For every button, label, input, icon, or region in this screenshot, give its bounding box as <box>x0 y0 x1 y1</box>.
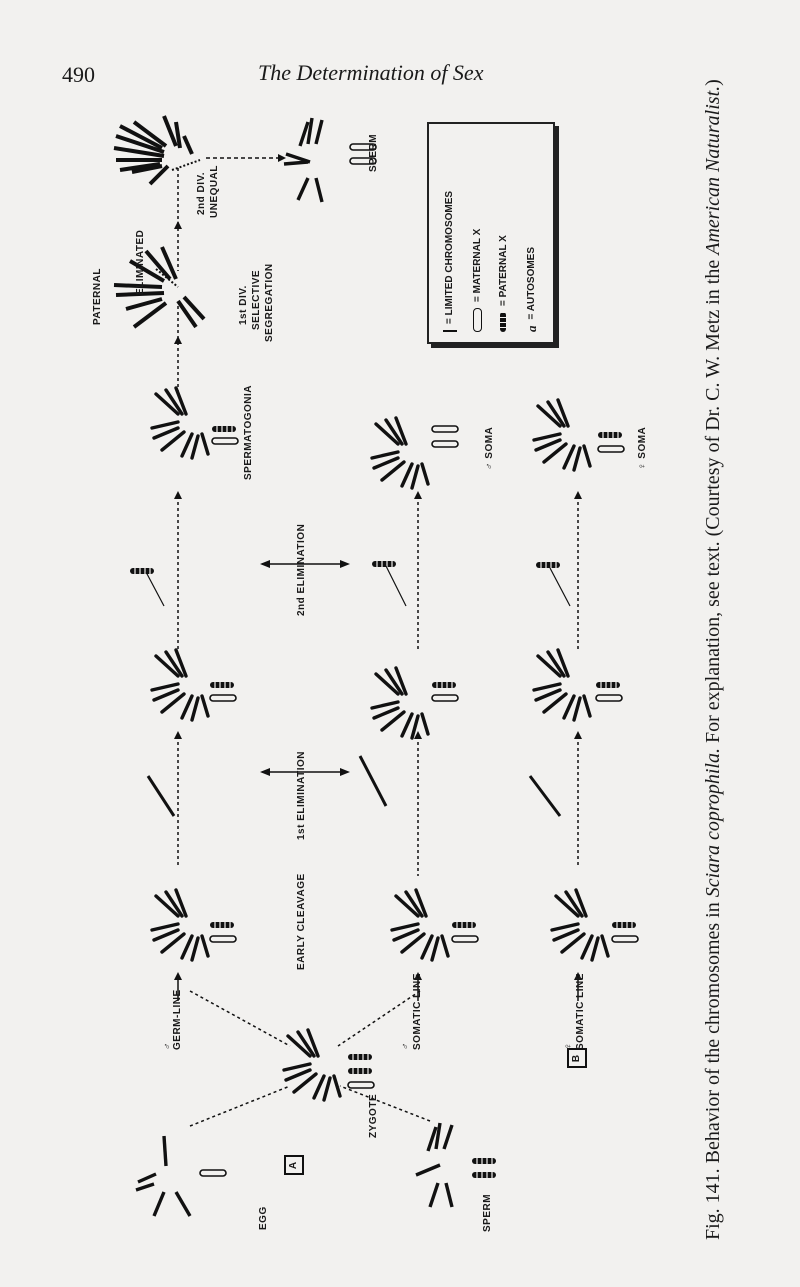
caption-journal: American Naturalist. <box>702 85 724 255</box>
label-unequal: UNEQUAL <box>209 165 220 218</box>
label-male-soma: ♂ SOMA <box>484 426 495 470</box>
cleavage-cell-germ <box>152 890 208 960</box>
label-spermatogonia: SPERMATOGONIA <box>243 384 254 480</box>
label-female-sign-somatic: ♀ <box>563 1042 574 1050</box>
label-somatic-line-male: SOMATIC LINE <box>412 973 423 1050</box>
zygote-cell <box>284 1030 340 1100</box>
male-somatic-cell-mid <box>372 668 428 738</box>
label-sperm-bottom: SPERM <box>482 1193 493 1232</box>
label-selective: SELECTIVE <box>251 269 262 330</box>
sperm-cell-bottom <box>416 1123 452 1207</box>
panel-label-a: A <box>284 1155 304 1175</box>
cleavage-cell-female <box>552 890 608 960</box>
cleavage-cell-male <box>392 890 448 960</box>
label-male-sign-somatic: ♂ <box>400 1042 411 1050</box>
panel-label-b: B <box>567 1048 587 1068</box>
caption-suffix: ) <box>702 79 724 86</box>
running-head: The Determination of Sex <box>258 60 484 85</box>
legend-row-paternal <box>498 134 509 332</box>
label-zygote: ZYGOTE <box>368 1093 379 1138</box>
label-female-soma: ♀ SOMA <box>637 426 648 470</box>
legend-box <box>427 122 555 344</box>
spermatocyte-upper <box>114 116 200 184</box>
maternal-x-symbol-icon <box>473 308 482 332</box>
caption-prefix: Fig. 141. Behavior of the chromosomes in <box>702 897 724 1240</box>
female-somatic-cell-mid <box>534 650 590 720</box>
caption-middle: For explanation, see text. (Courtesy of Dr. C. W. Metz in the <box>702 254 724 749</box>
label-early-cleavage: EARLY CLEAVAGE <box>296 873 307 970</box>
label-male-sign-germ: ♂ <box>162 1042 173 1050</box>
spermatocyte-lower <box>114 247 204 327</box>
male-soma-cell <box>372 418 428 488</box>
label-sperm-top: SPERM <box>368 133 379 172</box>
label-paternal: PATERNAL <box>92 268 103 325</box>
legend-row-limited <box>443 134 457 332</box>
page-number: 490 <box>62 62 95 87</box>
limited-chromosome-symbol-icon <box>443 330 457 332</box>
caption-species: Sciara coprophila. <box>702 748 724 898</box>
figure-caption <box>700 70 727 1240</box>
label-first-div: 1st DIV. <box>238 285 249 325</box>
label-segregation: SEGREGATION <box>264 263 275 342</box>
legend-label: = LIMITED CHROMOSOMES <box>444 190 455 324</box>
label-second-elimination: 2nd ELIMINATION <box>296 523 307 616</box>
legend-label: = MATERNAL X <box>471 228 483 302</box>
female-soma-cell <box>534 400 590 470</box>
legend-row-autosomes <box>524 134 540 332</box>
sperm-cell-top <box>284 118 376 202</box>
label-somatic-line-female: SOMATIC LINE <box>575 973 586 1050</box>
paternal-x-symbol-icon <box>500 312 506 332</box>
label-first-elimination: 1st ELIMINATION <box>296 751 307 840</box>
legend-row-maternal <box>472 134 483 332</box>
autosome-symbol: a <box>523 325 539 332</box>
spermatogonia-cell <box>152 388 208 458</box>
label-germ-line: GERM-LINE <box>172 989 183 1050</box>
legend-label: = PATERNAL X <box>497 235 509 306</box>
germ-cell-mid <box>152 650 208 720</box>
label-second-div: 2nd DIV. <box>196 171 207 215</box>
label-egg: EGG <box>258 1206 269 1230</box>
egg-cell <box>136 1136 190 1216</box>
label-eliminated: ELIMINATED <box>135 229 146 295</box>
legend-label: = AUTOSOMES <box>526 246 537 320</box>
